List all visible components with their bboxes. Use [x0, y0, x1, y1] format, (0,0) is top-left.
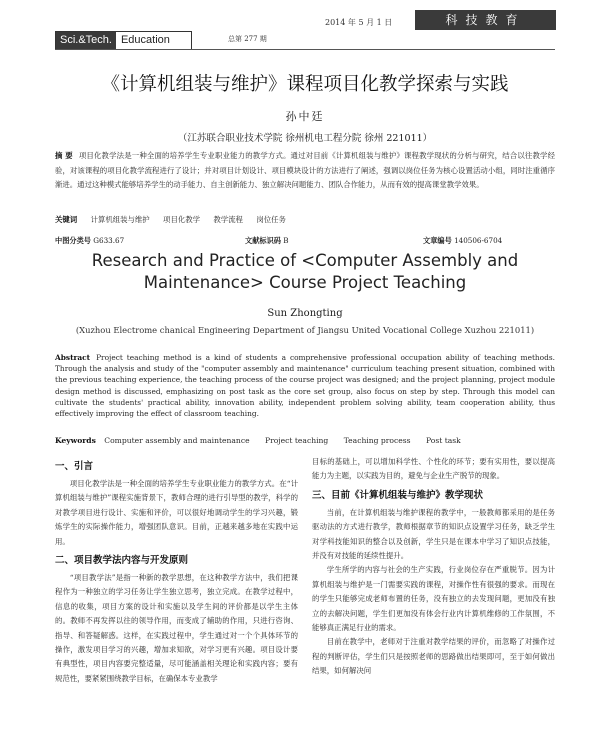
author-chinese: 孙中廷: [285, 110, 325, 123]
issue-date: 2014 年 5 月 1 日: [325, 18, 393, 27]
article-number: 文章编号 140506-6704: [423, 236, 503, 245]
abstract-chinese-label: 摘 要: [55, 151, 73, 160]
title-english: Research and Practice of <Computer Assembly and Maintenance> Course Project Teaching: [91, 251, 519, 292]
section-3-paragraph-1: 当前，在计算机组装与维护课程的教学中，一般教师都采用的是任务驱动法的方式进行教学，教师根据章节的知识点设置学习任务，缺乏学生对学科技能知识的整合以及创新，学生只是在课本中学习了知识点技能，并没有对技能的延续性提升。: [312, 507, 555, 561]
abstract-english-label: Abstract: [55, 353, 91, 362]
affiliation-chinese: （江苏联合职业技术学院 徐州机电工程分院 徐州 221011）: [177, 133, 433, 144]
title-chinese: 《计算机组装与维护》课程项目化教学探索与实践: [101, 74, 509, 95]
section-banner: 科技教育: [415, 10, 556, 30]
clc-code: 中图分类号 G633.67: [55, 236, 125, 245]
body-column-left: [55, 455, 298, 686]
section-3-paragraph-2: 学生所学的内容与社会的生产实践，行业岗位存在严重脱节。因为计算机组装与维护是一门需要实践的课程，对操作性有很强的要求。而现在的学生只能够完成老师布置的任务，没有独立的去发现问题，更加没有独立的去解决问题，学生们更加没有体会行业内计算机维修的工作氛围，不能够真正满足行业的需求。: [312, 565, 555, 633]
section-2-paragraph: “项目教学法”是指一种新的教学思想，在这种教学方法中，我们把课程作为一种独立的学习任务让学生独立思考，独立完成。在教学过程中，信息的收集，项目方案的设计和实施以及学生间的评价都是以学生主体的。教师不再发挥以往的领导作用，而变成了辅助的作用，只进行咨询、指导、和答疑解惑。这样，在实践过程中，学生通过对一个个具体环节的操作，激发项目学习的兴趣，增加求知欲，对学习更有兴趣。项目设计要有典型性，项目内容要完整适量，尽可能涵盖相关理论和实践内容；要有规范性，要紧紧围绕教学目标，在确保本专业教学: [55, 573, 298, 683]
abstract-chinese: [55, 149, 555, 193]
keyword-cn-1: 计算机组装与维护: [90, 215, 150, 224]
keyword-cn-4: 岗位任务: [256, 215, 286, 224]
abstract-english: [55, 352, 555, 419]
keywords-chinese: [55, 214, 297, 225]
keyword-en-4: Post task: [425, 436, 461, 445]
keyword-cn-2: 项目化教学: [163, 215, 201, 224]
keywords-english: [55, 436, 474, 445]
section-3-heading: 三、目前《计算机组装与维护》教学现状: [312, 489, 484, 501]
document-code: 文献标识码 B: [245, 236, 289, 245]
keyword-en-3: Teaching process: [343, 436, 411, 445]
keyword-cn-3: 教学流程: [213, 215, 243, 224]
journal-brand: [55, 31, 192, 50]
brand-right: Education: [120, 34, 170, 46]
abstract-chinese-text: 项目化教学法是一种全面的培养学生专业职业能力的教学方式。通过对目前《计算机组装与维护》课程教学现状的分析与研究，结合以往教学经验，对该课程的项目化教学流程进行了设计；并对项目计划设计、项目模块设计的方法进行了阐述，强调以岗位任务为核心设置活动小组，同时注重循序渐进。通过这种模式能够培养学生的动手能力、自主创新能力、独立解决问题能力、团队合作能力，从而有效的提高课堂教学效果。: [55, 151, 555, 189]
issue-number: 总第 277 期: [228, 35, 267, 43]
keywords-english-label: Keywords: [55, 436, 96, 445]
section-2-heading: 二、项目教学法内容与开发原则: [55, 555, 189, 567]
brand-left: Sci.&Tech.: [56, 32, 116, 49]
abstract-english-text: Project teaching method is a kind of students a comprehensive professional occupation ability of teaching methods. Through the analysis and study of the "computer assembly and maintenance" curriculum teaching present situation, combined with the previous teaching experience, the teaching process of the course project was designed; and the project planning, project module design method is discussed, emphasizing on post task as the core set group, also focus on step by step. Through this model can cultivate the students' practical ability, innovation ability, independent problem solving ability, team cooperation ability, thus effectively improving the effect of classroom teaching.: [55, 353, 555, 419]
author-english: Sun Zhongting: [267, 308, 343, 319]
body-column-right: [312, 455, 555, 679]
keyword-en-2: Project teaching: [265, 436, 329, 445]
affiliation-english: (Xuzhou Electrome chanical Engineering Department of Jiangsu United Vocational College Xuzhou 221011): [75, 325, 535, 335]
section-1-paragraph: 项目化教学法是一种全面的培养学生专业职业能力的教学方式。在“计算机组装与维护”课程实施背景下，教师合理的进行引导型的教学，科学的对教学项目进行设计、实施和评价，可以很好地调动学生的学习兴趣，锻炼学生的实际操作能力，增强团队意识。目前，正越来越多地在实践中运用。: [55, 479, 298, 546]
keyword-en-1: Computer assembly and maintenance: [104, 436, 250, 445]
section-2-continued: 目标的基础上，可以增加科学性、个性化的环节；要有实用性，要以提高能力为主题，以实践为目的，避免与企业生产脱节的现象。: [312, 457, 555, 481]
header-divider: [55, 49, 555, 50]
keywords-chinese-label: 关键词: [55, 215, 78, 224]
section-1-heading: 一、引言: [55, 461, 94, 472]
section-3-paragraph-3: 目前在教学中，老师对于注重对教学结果的评价，而忽略了对操作过程的判断评估，学生们只是按照老师的思路做出结果即可，至于如何做出结果，如何解决问: [312, 637, 555, 676]
